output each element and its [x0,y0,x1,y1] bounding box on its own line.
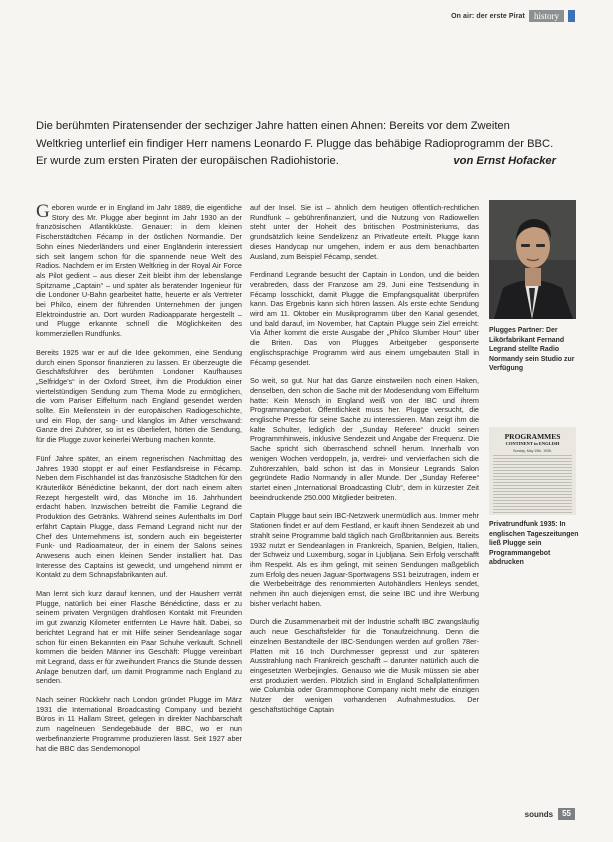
paragraph: Geboren wurde er in England im Jahr 1889, die eigentliche Story des Mr. Plugge aber beginnt im Jahr 1930 an der französischen Atlantikküste. Genauer: in dem kleinen Fischerstädtchen Fécamp in der östlichen Normandie. Der Sohn eines Niederländers und einer Engländerin interessiert sich seit langem schon für die spannende neue Welt des Radios. Nachdem er im Ersten Weltkrieg in der Royal Air Force als Pilot gedient – aus dieser Zeit bleibt ihm der lebenslange Spitzname „Captain“ – und später als beratender Ingenieur für die Londoner U-Bahn gearbeitet hatte, heuerte er als Vertreter bei Philco, einem der führenden Unternehmen der jungen Elektroindustrie an. Dort wurden Radioapparate hergestellt – und Plugge erkannte schnell die Möglichkeiten des kommerziellen Rundfunks. [36,201,242,339]
article-lead [36,118,556,171]
section-marker-icon [568,10,575,22]
magazine-brand: sounds [524,809,554,819]
paragraph: Captain Plugge baut sein IBC-Netzwerk unermüdlich aus. Immer mehr Stationen findet er auf dem Festland, er kauft ihnen Sendezeit ab und strahlt seine Programme bald täglich nach Großbritannien aus. Bereits 1932 nutzt er Sendeanlagen in Frankreich, Spanien, Belgien, Italien, der Schweiz und Luxemburg, sogar in Ljubljana. Sein Erfolg verschafft ihm Respekt. Als es ihm gelingt, mit seinen Sendungen maßgeblich zum Erfolg des neuen Jaguar-Sportwagens SS1 beizutragen, indem er die Werbebeiträge des renommierten Autohändlers Henleys sendet, nehmen ihn auch diejenigen ernst, die seine IBC und ihre Werbung bisher verlacht haben. [250,511,479,608]
page-number: 55 [558,808,575,820]
clipping-date: Sunday, May 19th, 1935. [513,449,552,453]
clipping-title: PROGRAMMES [504,432,561,441]
paragraph: auf der Insel. Sie ist – ähnlich dem heutigen öffentlich-rechtlichen Rundfunk – gebührenfinanziert, und die Nutzung von Radiowellen steht unter der Hoheit des britischen Postministeriums, das grundsätzlich keine Sendelizenz an Privatleute erteilt. Plugge kann dieses Handycap nur umgehen, indem er aus dem benachbarten Ausland, zum Beispiel Fécamp, sendet. [250,203,479,261]
author-byline: von Ernst Hofacker [453,155,556,168]
clipping-caption: Privatrundfunk 1935: In englischen Tageszeitungen ließ Plugge sein Programmangebot abdrucken [489,521,579,567]
page-footer [525,808,575,820]
drop-cap: G [36,201,50,222]
paragraph: Nach seiner Rückkehr nach London gründet Plugge im März 1931 die International Broadcasting Company und bezieht Büros in 11 Hallam Street, gelegen in direkter Nachbarschaft zum nagelneuen Sendegebäude der BBC, wo er nun werbefinanzierte Programme produzieren lässt. Seit 1927 aber hat die BBC das Sendemonopol [36,695,242,753]
portrait-image [489,200,576,319]
paragraph: Durch die Zusammenarbeit mit der Industrie schafft IBC zwangsläufig auch neue Geschäftsfelder für die Tonaufzeichnung. Denn die einzelnen Bestandteile der IBC-Sendungen werden auf großen 78er-Platten mit 16 Inch Durchmesser gepresst und zur späteren Ausstrahlung nach Frankreich geschafft – darunter natürlich auch die eingesetzten Werbejingles. Genauso wie die Musik müssen sie aber erst produziert werden. Plötzlich sind in England Schallplattenfirmen wie Columbia oder Grammophone Company nicht mehr die einzigen Nutzer der wenigen vorhandenen Aufnahmestudios. Der geschäftstüchtige Captain [250,617,479,714]
clipping-text-lines [493,455,572,513]
newspaper-clipping [489,427,576,515]
article-column-1 [36,203,242,762]
section-tag: history [529,10,564,22]
header-kicker: On air: der erste Pirat [451,12,525,20]
portrait-caption: Plugges Partner: Der Likörfabrikant Fernand Legrand stellte Radio Normandy sein Studio zur Verfügung [489,327,575,373]
paragraph: Fünf Jahre später, an einem regnerischen Nachmittag des Jahres 1930 stoppt er auf einer Festlandsreise in Fécamp. Neben dem Fischhandel ist das französische Städtchen für den Kräuterlikör Bénédictine bekannt, der dort nach einem alten Rezept hergestellt wird, das Mönche im 16. Jahrhundert erdacht haben. Inzwischen betreibt die Familie Legrand die Produktion des Getränks. Während seines Aufenthalts im Dorf erfährt Captain Plugge, dass Fernand Legrand nicht nur der Chef des Unternehmens ist, sondern auch ein begeisterter Funk- und Radioamateur, der in einem der Salons seines Anwesens auch einen kleinen Sender installiert hat. Das Interesse des Captains ist geweckt, und umgehend nimmt er Kontakt zu dem Schnapsfabrikanten auf. [36,453,242,580]
clipping-subtitle: CONTINENT in ENGLISH [505,441,560,446]
paragraph: So weit, so gut. Nur hat das Ganze einstweilen noch einen Haken, denselben, den schon die Sache mit der Modesendung vom Eiffelturm hatte: Kein Mensch in England weiß von der IBC und ihrem Programmangebot. Öffentlichkeit muss her. Plugge versucht, die englische Presse für seine Sache zu interessieren. Man zeigt ihm die kalte Schulter, lediglich der „Sunday Referee“ druckt seinen Programmhinweis, inklusive Sendezeit und Angabe der Frequenz. Die Sache spricht sich überraschend schnell herum. Innerhalb von wenigen Wochen verdoppeln, ja, verdrei- und vervierfachen sich die Zuhörerzahlen, bald schon ist das in Monsieur Legrands Salon gegründete Radio Normandy in aller Munde. Der „Sunday Referee“ startet einen „International Broadcasting Club“, dem in kürzester Zeit beeindruckende 250.000 Mitglieder beitreten. [250,376,479,502]
lead-text: Die berühmten Piratensender der sechziger Jahre hatten einen Ahnen: Bereits vor dem Zweiten Weltkrieg unterlief ein findiger Herr namens Leonardo F. Plugge das behäbige Radioprogramm der BBC. Er wurde zum ersten Piraten der europäischen Radiohistorie. [36,120,554,168]
page-header [451,10,575,22]
paragraph: Bereits 1925 war er auf die Idee gekommen, eine Sendung durch einen Sponsor finanzieren zu lassen. Er überzeugte die Geschäftsführer des berühmten Londoner Kaufhauses „Selfridge's“ in der Oxford Street, ihm die Produktion einer viertelstündigen Sendung zum Thema Mode zu ermöglichen, die vom Pariser Eiffelturm nach England gesendet werden sollte. Ein Meilenstein in der europäischen Radiogeschichte, und ein Flop, der sang- und klanglos im Äther verschwand: Ganze drei Zuhörer, so ist es überliefert, hörten die Sendung, für die Plugge zuvor keinerlei Werbung machen konnte. [36,347,242,445]
article-column-2 [250,203,479,723]
paragraph: Ferdinand Legrande besucht der Captain in London, und die beiden verabreden, dass der Franzose am 29. Juni eine Testsendung in Fécamp losschickt, damit Plugge die Empfangsqualität überprüfen kann. Das Ergebnis kann sich hören lassen. Als erste echte Sendung wird am 11. Oktober ein Musikprogramm über den Kanal gesendet, und bald darauf, im November, hat Captain Plugge sein Ziel erreicht: Via Äther kommt die erste Ausgabe der „Philco Slumber Hour“ über die Briten. Das von Plugges Arbeitgeber gesponserte englischsprachige Programm wird aus einem umgebauten Stall in Fécamp gesendet. [250,270,479,367]
paragraph: Man lernt sich kurz darauf kennen, und der Hausherr verrät Plugge, natürlich bei einer Flasche Bénédictine, dass er zu seinem privaten Vergnügen drahtlosen Kontakt mit Freunden im gut zwanzig Kilometer entfernten Le Havre hält. Dabei, so berichtet Legrand hat er mit Hilfe seiner Sendeanlage sogar schon für einen Bekannten ein Paar Schuhe verkauft. Schnell kommen die beiden Männer ins Geschäft: Plugge vereinbart mit Legrand, dass er für zweihundert Francs die Stunde dessen Anlage benutzen darf, um damit Programme nach England zu senden. [36,589,242,686]
portrait-photo [489,200,576,319]
